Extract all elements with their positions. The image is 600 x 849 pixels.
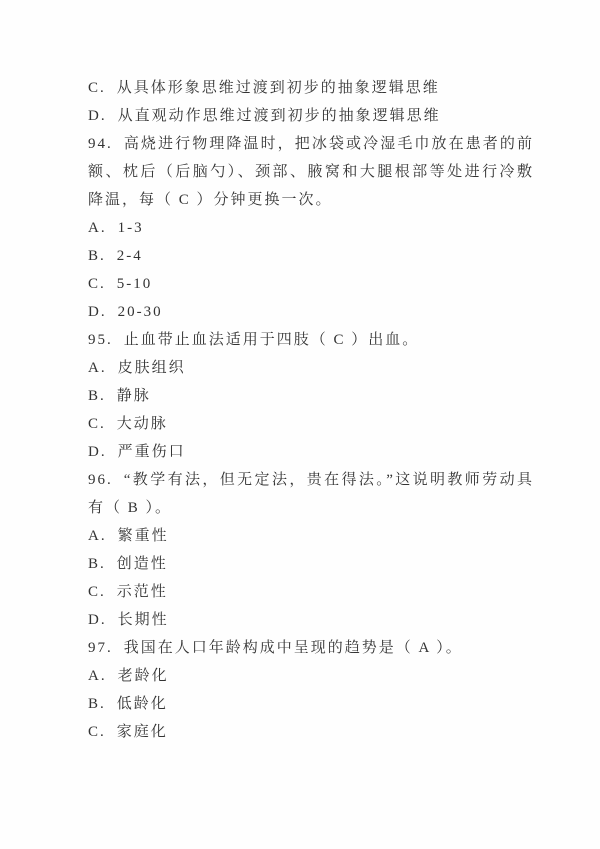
option-item [88,550,534,578]
question-number: 96. [88,472,113,488]
option-label: D. [88,108,107,124]
option-text: 从直观动作思维过渡到初步的抽象逻辑思维 [117,108,441,124]
option-text: 家庭化 [116,724,168,740]
option-label: C. [88,276,106,292]
option-text: 大动脉 [116,416,168,432]
option-text: 繁重性 [117,528,169,544]
option-label: C. [88,80,106,96]
option-item [88,382,534,410]
option-label: A. [88,360,107,376]
option-text: 严重伤口 [117,444,186,460]
option-label: B. [88,388,106,404]
option-text: 从具体形象思维过渡到初步的抽象逻辑思维 [116,80,440,96]
option-label: B. [88,556,106,572]
option-text: 20-30 [117,304,163,320]
option-item [88,606,534,634]
option-item [88,438,534,466]
option-text: 5-10 [116,276,153,292]
option-item [88,74,534,102]
option-item [88,270,534,298]
option-item [88,242,534,270]
option-item [88,690,534,718]
question-number: 97. [88,640,113,656]
option-text: 皮肤组织 [117,360,186,376]
option-text: 1-3 [117,220,144,236]
option-label: B. [88,696,106,712]
question-stem-97 [88,634,534,662]
option-label: C. [88,584,106,600]
option-label: D. [88,612,107,628]
question-stem-96 [88,466,534,522]
question-text: 高烧进行物理降温时，把冰袋或冷湿毛巾放在患者的前额、枕后（后脑勺）、颈部、腋窝和大腿根部等处进行冷敷降温，每（ C ）分钟更换一次。 [88,136,534,208]
question-stem-95 [88,326,534,354]
option-item [88,718,534,746]
option-text: 静脉 [116,388,151,404]
option-text: 低龄化 [116,696,168,712]
option-label: C. [88,724,106,740]
option-item [88,102,534,130]
option-item [88,298,534,326]
question-number: 95. [88,332,113,348]
option-label: B. [88,248,106,264]
option-label: A. [88,528,107,544]
option-item [88,410,534,438]
option-text: 示范性 [116,584,168,600]
option-item [88,578,534,606]
question-text: “教学有法，但无定法，贵在得法。”这说明教师劳动具有（ B ）。 [88,472,534,516]
exam-content [88,74,534,746]
question-stem-94 [88,130,534,214]
option-text: 创造性 [116,556,168,572]
option-text: 长期性 [117,612,169,628]
option-label: D. [88,304,107,320]
option-label: C. [88,416,106,432]
question-text: 我国在人口年龄构成中呈现的趋势是（ A ）。 [123,640,463,656]
option-label: A. [88,220,107,236]
question-text: 止血带止血法适用于四肢（ C ）出血。 [123,332,420,348]
option-text: 老龄化 [117,668,169,684]
option-item [88,354,534,382]
option-text: 2-4 [116,248,143,264]
option-label: A. [88,668,107,684]
option-item [88,214,534,242]
option-label: D. [88,444,107,460]
option-item [88,522,534,550]
option-item [88,662,534,690]
question-number: 94. [88,136,113,152]
